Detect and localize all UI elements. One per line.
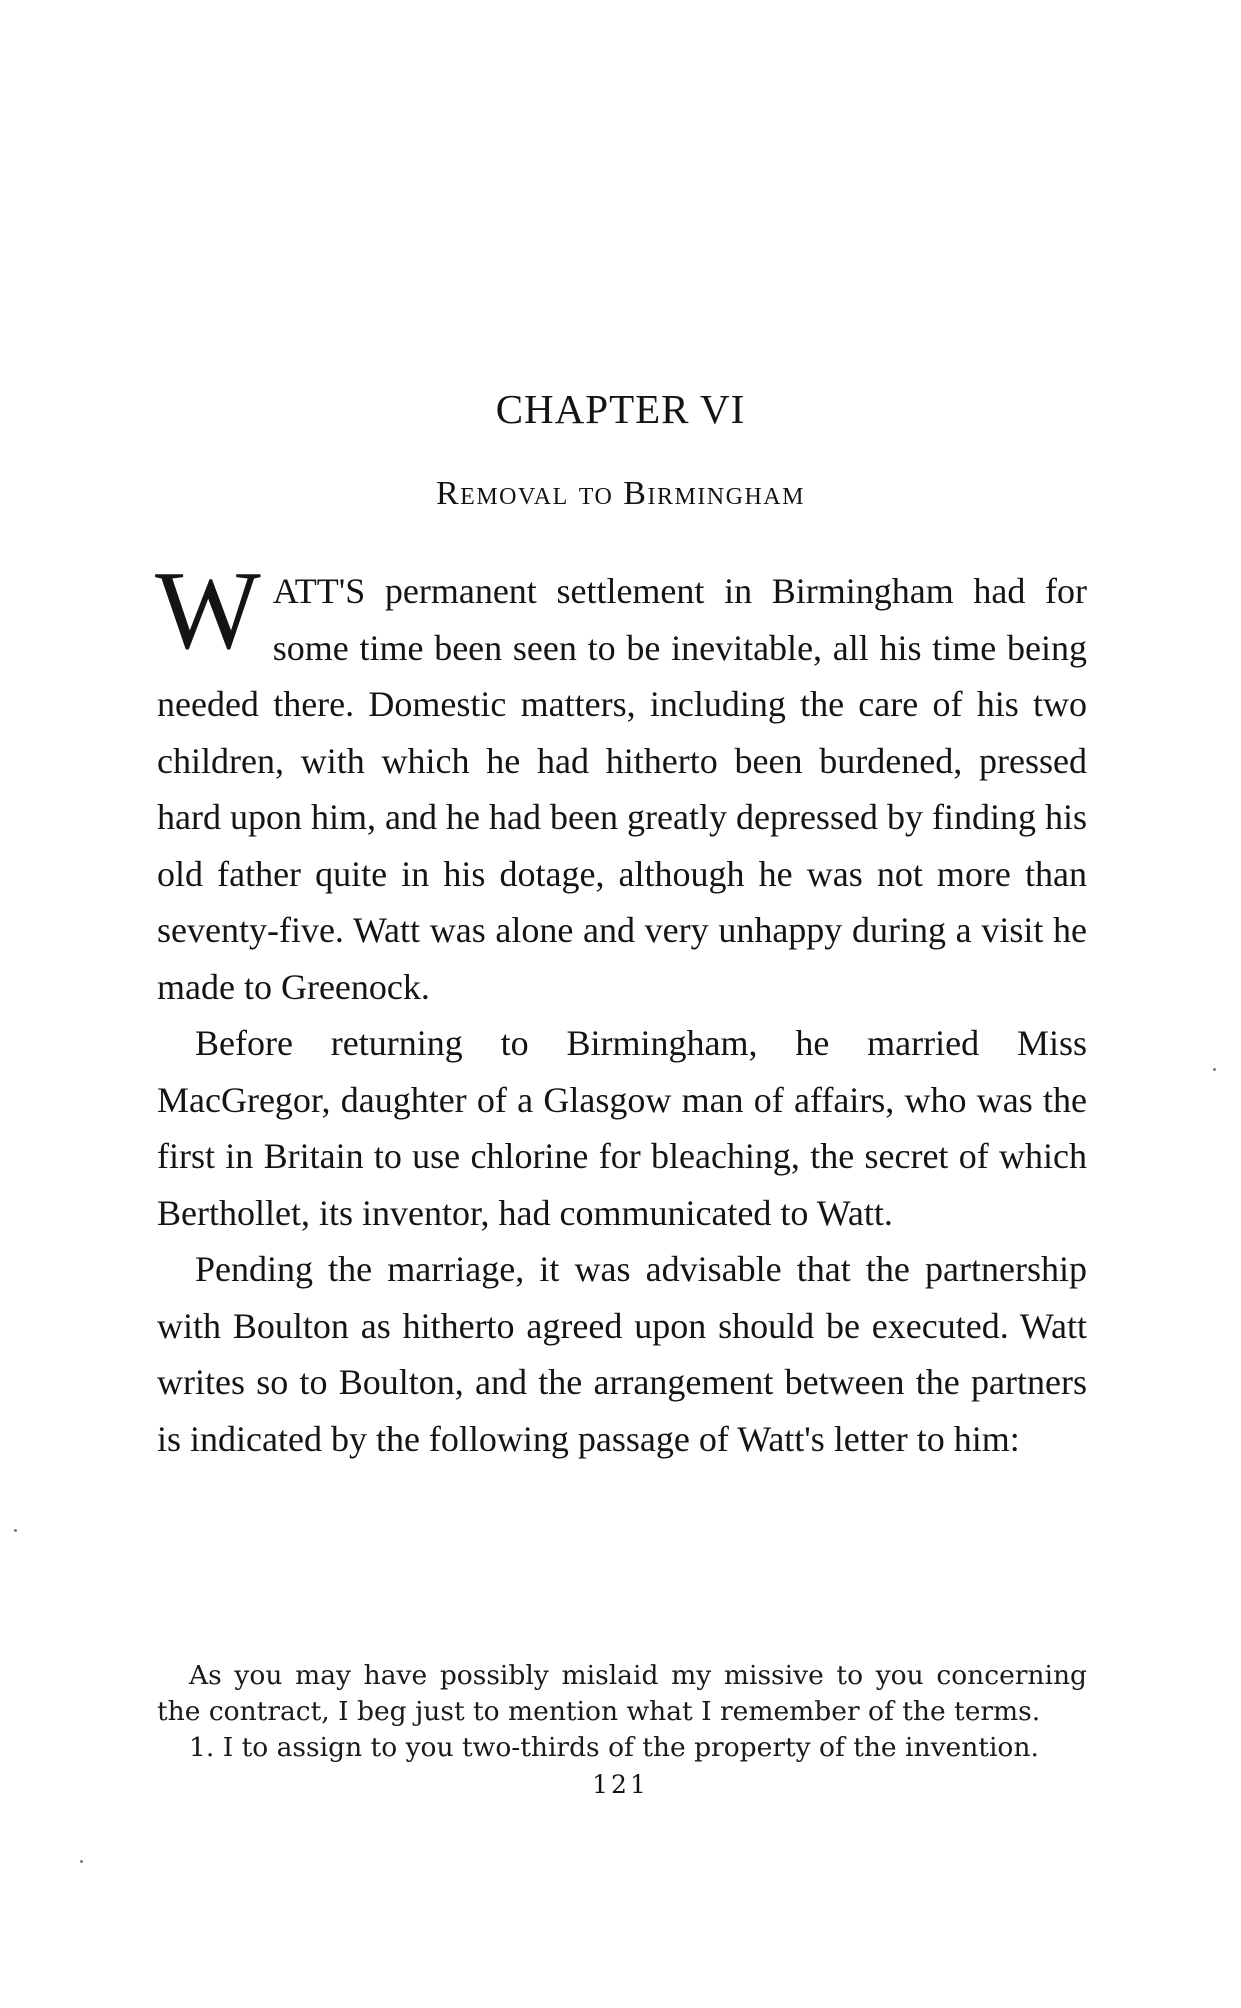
scan-speck <box>14 1529 17 1532</box>
paragraph-1 <box>155 549 1087 1015</box>
paragraph-1-text: ATT'S permanent settlement in Birmingham had for some time been seen to be inevitable, all his time being needed there. Domestic matters, including the care of his two children, with which he had hitherto been burdened, pressed hard upon him, and he had been greatly depressed by finding his old father quite in his dotage, although he was not more than seventy-five. Watt was alone and very unhappy during a visit he made to Greenock. <box>157 571 1087 1007</box>
chapter-number: CHAPTER VI <box>495 386 746 432</box>
paragraph-3: Pending the marriage, it was advisable that the partnership with Boulton as hitherto agreed upon should be executed. Watt writes so to Boulton, and the arrangement between the partners is indicated by the following passage of Watt's letter to him: <box>157 1249 1087 1459</box>
chapter-title: Removal to Birmingham <box>436 475 805 512</box>
body-text <box>155 549 1087 1467</box>
drop-cap: W <box>155 549 261 673</box>
letter-quote <box>157 1658 1087 1766</box>
scan-speck <box>1213 1068 1216 1071</box>
page-number: 121 <box>592 1770 649 1799</box>
scan-speck <box>80 1860 83 1863</box>
paragraph-2: Before returning to Birmingham, he married Miss MacGregor, daughter of a Glasgow man of affairs, who was the first in Britain to use chlorine for bleaching, the secret of which Berthollet, its inventor, had communicated to Watt. <box>157 1023 1087 1233</box>
quote-line-1: As you may have possibly mislaid my missive to you concerning the contract, I beg just to mention what I remember of the terms. <box>157 1660 1087 1727</box>
quote-line-2: 1. I to assign to you two-thirds of the property of the invention. <box>189 1732 1039 1763</box>
